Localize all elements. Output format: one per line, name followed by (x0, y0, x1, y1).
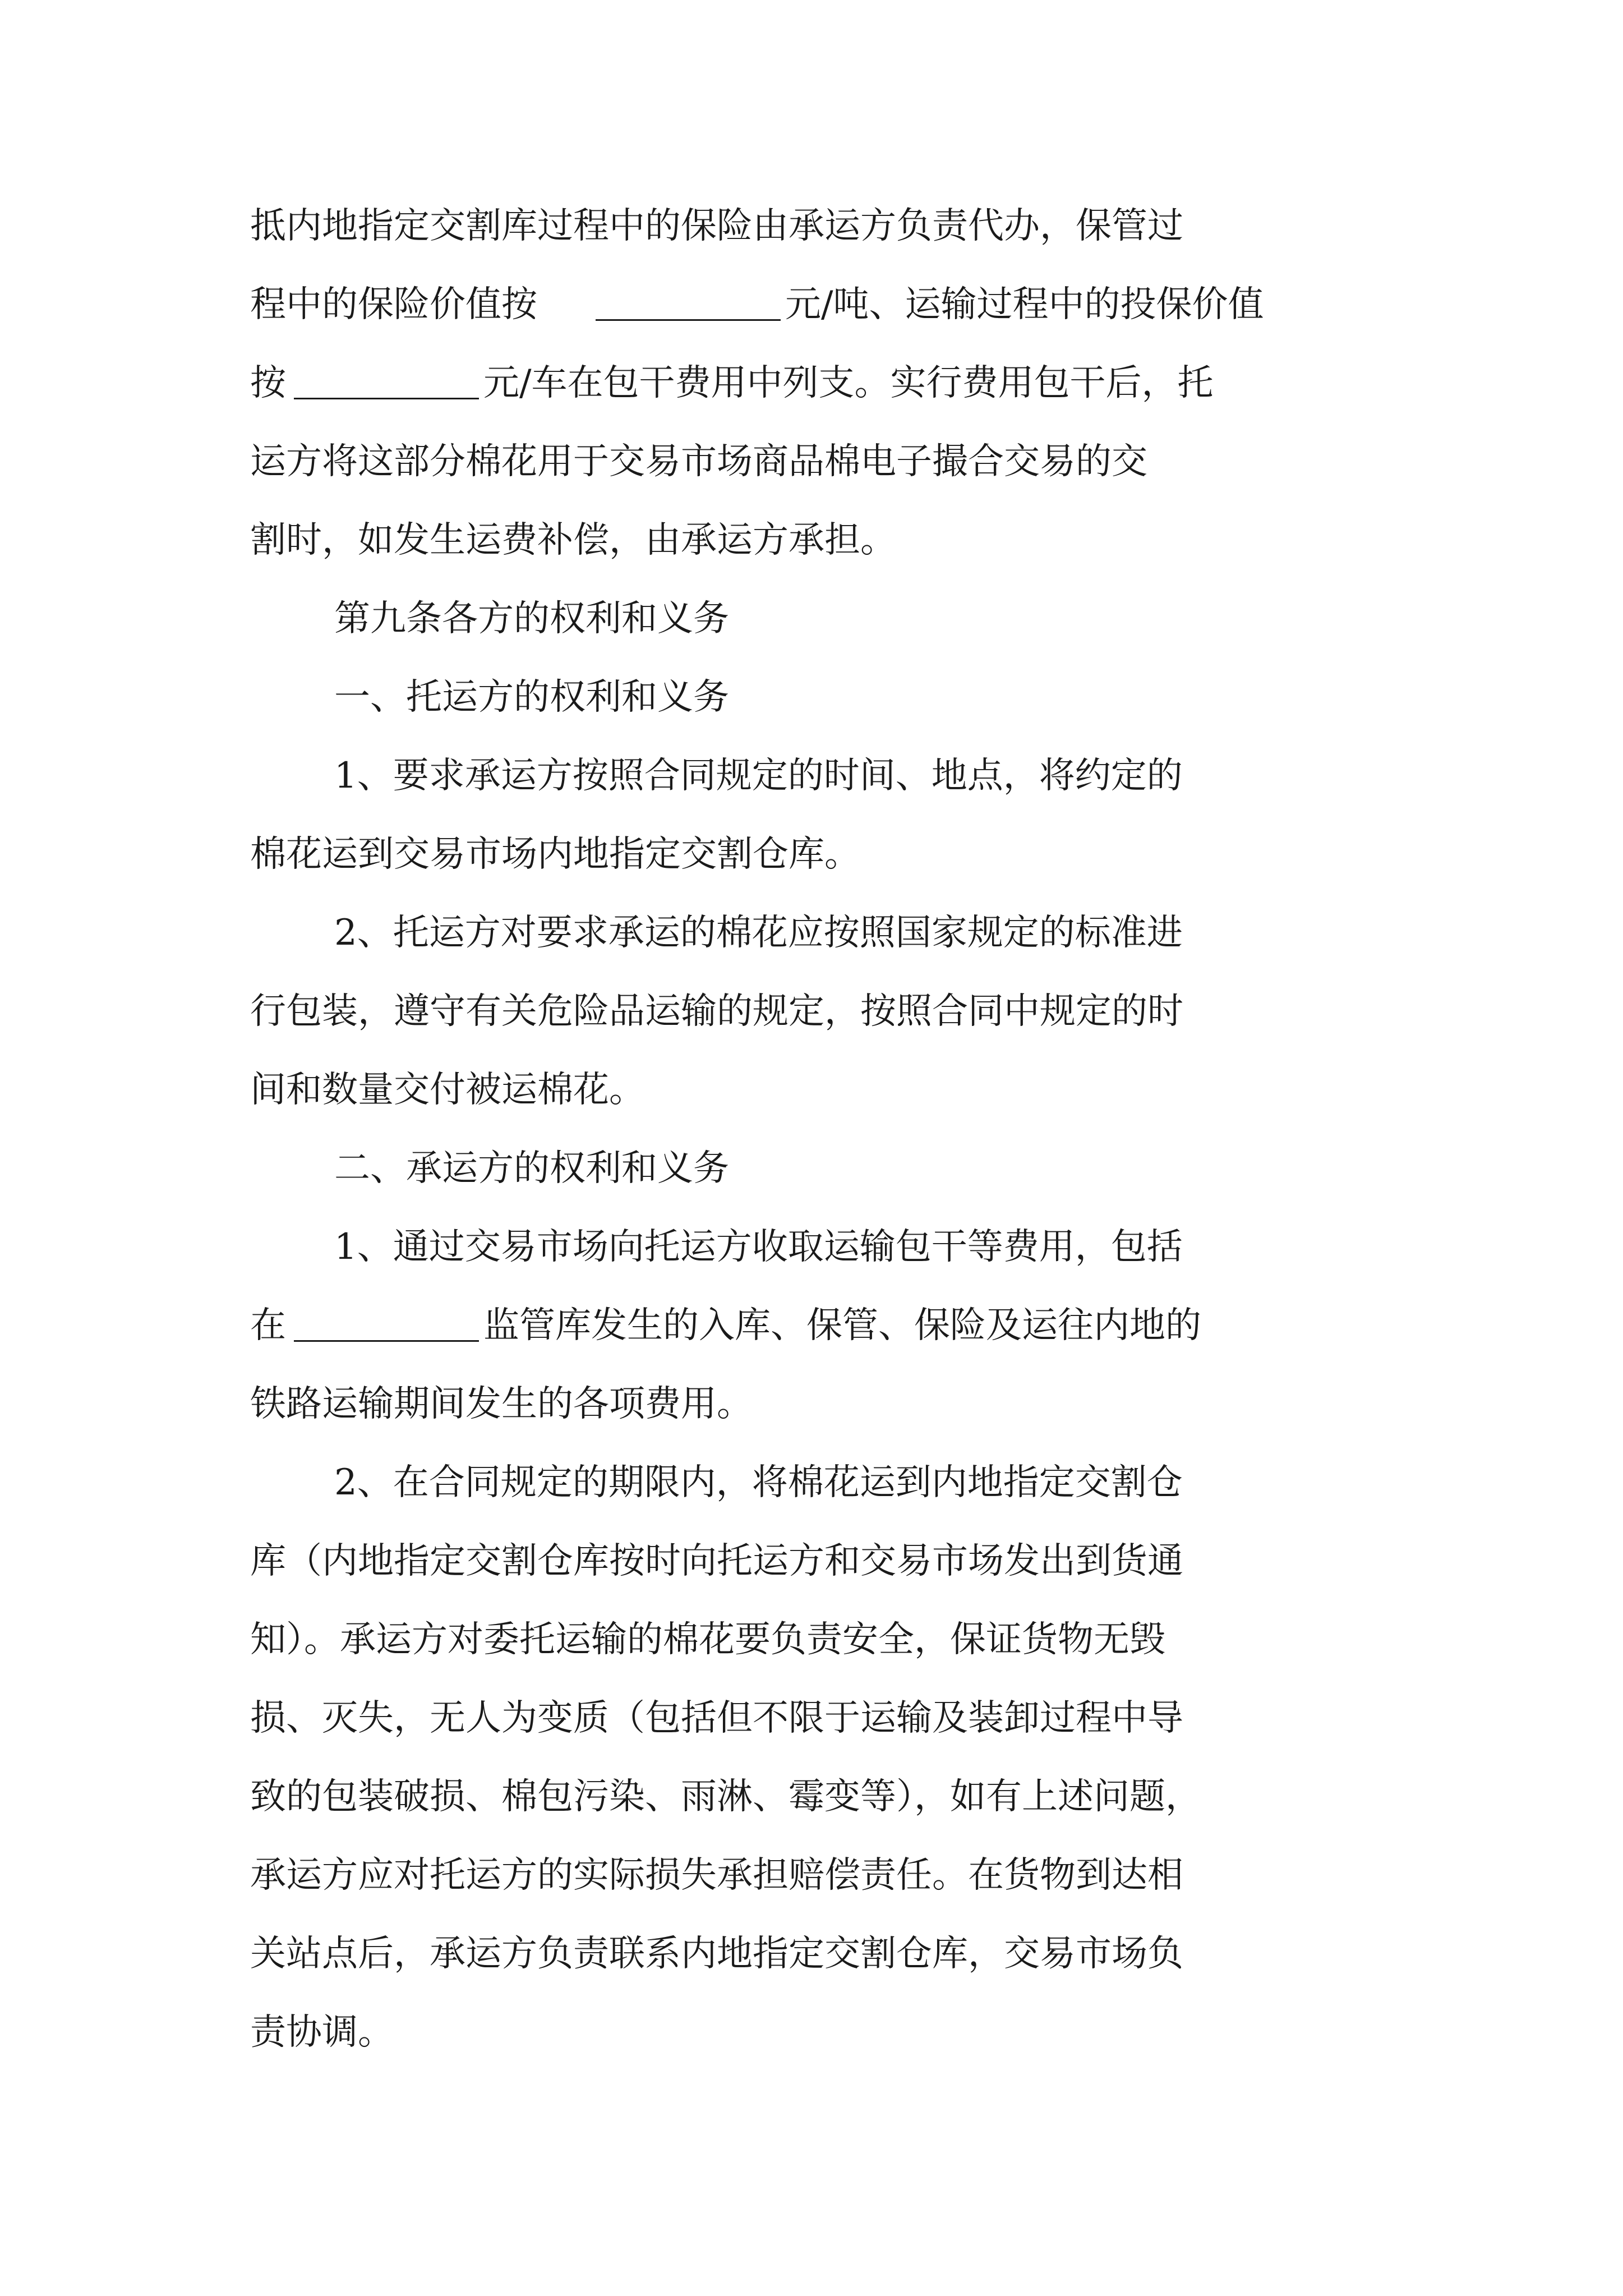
line-text: 程中的保险价值按 (250, 284, 537, 325)
line-text: 承运方应对托运方的实际损失承担赔偿责任。在货物到达相 (250, 1855, 1183, 1896)
paragraph-line (0, 1443, 1623, 1522)
line-text: 按 (250, 362, 286, 404)
line-text: 第九条各方的权利和义务 (334, 598, 729, 639)
paragraph-line (0, 187, 1623, 265)
paragraph-line (0, 1208, 1623, 1286)
line-text: 一、托运方的权利和义务 (334, 677, 729, 718)
paragraph-line (0, 972, 1623, 1051)
line-text: 监管库发生的入库、保管、保险及运往内地的 (483, 1305, 1201, 1346)
paragraph-line (0, 265, 1623, 344)
line-text: 责协调。 (250, 2012, 394, 2053)
line-text: 抵内地指定交割库过程中的保险由承运方负责代办，保管过 (250, 205, 1183, 247)
line-text: 在 (250, 1305, 286, 1346)
section-heading (0, 579, 1623, 658)
line-text: 铁路运输期间发生的各项费用。 (250, 1383, 753, 1425)
line-text: 致的包装破损、棉包污染、雨淋、霉变等），如有上述问题， (250, 1776, 1201, 1818)
paragraph-line (0, 422, 1623, 501)
subsection-heading (0, 1129, 1623, 1208)
paragraph-line (0, 344, 1623, 422)
line-text: 库（内地指定交割仓库按时向托运方和交易市场发出到货通 (250, 1540, 1183, 1582)
paragraph-line (0, 1993, 1623, 2072)
paragraph-line (0, 815, 1623, 894)
line-text: 损、灭失，无人为变质（包括但不限于运输及装卸过程中导 (250, 1697, 1183, 1739)
line-text: 1、通过交易市场向托运方收取运输包干等费用，包括 (334, 1226, 1183, 1268)
line-text: 2、在合同规定的期限内，将棉花运到内地指定交割仓 (334, 1462, 1183, 1503)
paragraph-line (0, 1365, 1623, 1443)
paragraph-line (0, 1286, 1623, 1365)
fill-in-blank-value-per-car (294, 398, 479, 399)
line-text: 二、承运方的权利和义务 (334, 1148, 729, 1189)
paragraph-line (0, 1600, 1623, 1679)
line-text: 1、要求承运方按照合同规定的时间、地点，将约定的 (334, 755, 1183, 797)
paragraph-line (0, 737, 1623, 815)
paragraph-line (0, 894, 1623, 972)
line-text: 元/车在包干费用中列支。实行费用包干后，托 (483, 362, 1214, 404)
paragraph-line (0, 1915, 1623, 1993)
line-text: 2、托运方对要求承运的棉花应按照国家规定的标准进 (334, 912, 1183, 954)
subsection-heading (0, 658, 1623, 737)
line-text: 间和数量交付被运棉花。 (250, 1069, 645, 1111)
paragraph-line (0, 1836, 1623, 1915)
paragraph-line (0, 1051, 1623, 1129)
paragraph-line (0, 1757, 1623, 1836)
paragraph-line (0, 1522, 1623, 1600)
line-text: 元/吨、运输过程中的投保价值 (785, 284, 1264, 325)
fill-in-blank-price-per-ton (596, 319, 781, 321)
line-text: 关站点后，承运方负责联系内地指定交割仓库，交易市场负 (250, 1933, 1183, 1975)
line-text: 行包装，遵守有关危险品运输的规定，按照合同中规定的时 (250, 991, 1183, 1032)
paragraph-line (0, 1679, 1623, 1757)
paragraph-line (0, 501, 1623, 579)
line-text: 棉花运到交易市场内地指定交割仓库。 (250, 834, 860, 875)
line-text: 知）。承运方对委托运输的棉花要负责安全，保证货物无毁 (250, 1619, 1165, 1660)
line-text: 割时，如发生运费补偿，由承运方承担。 (250, 519, 896, 561)
line-text: 运方将这部分棉花用于交易市场商品棉电子撮合交易的交 (250, 441, 1147, 482)
fill-in-blank-warehouse (294, 1340, 479, 1342)
